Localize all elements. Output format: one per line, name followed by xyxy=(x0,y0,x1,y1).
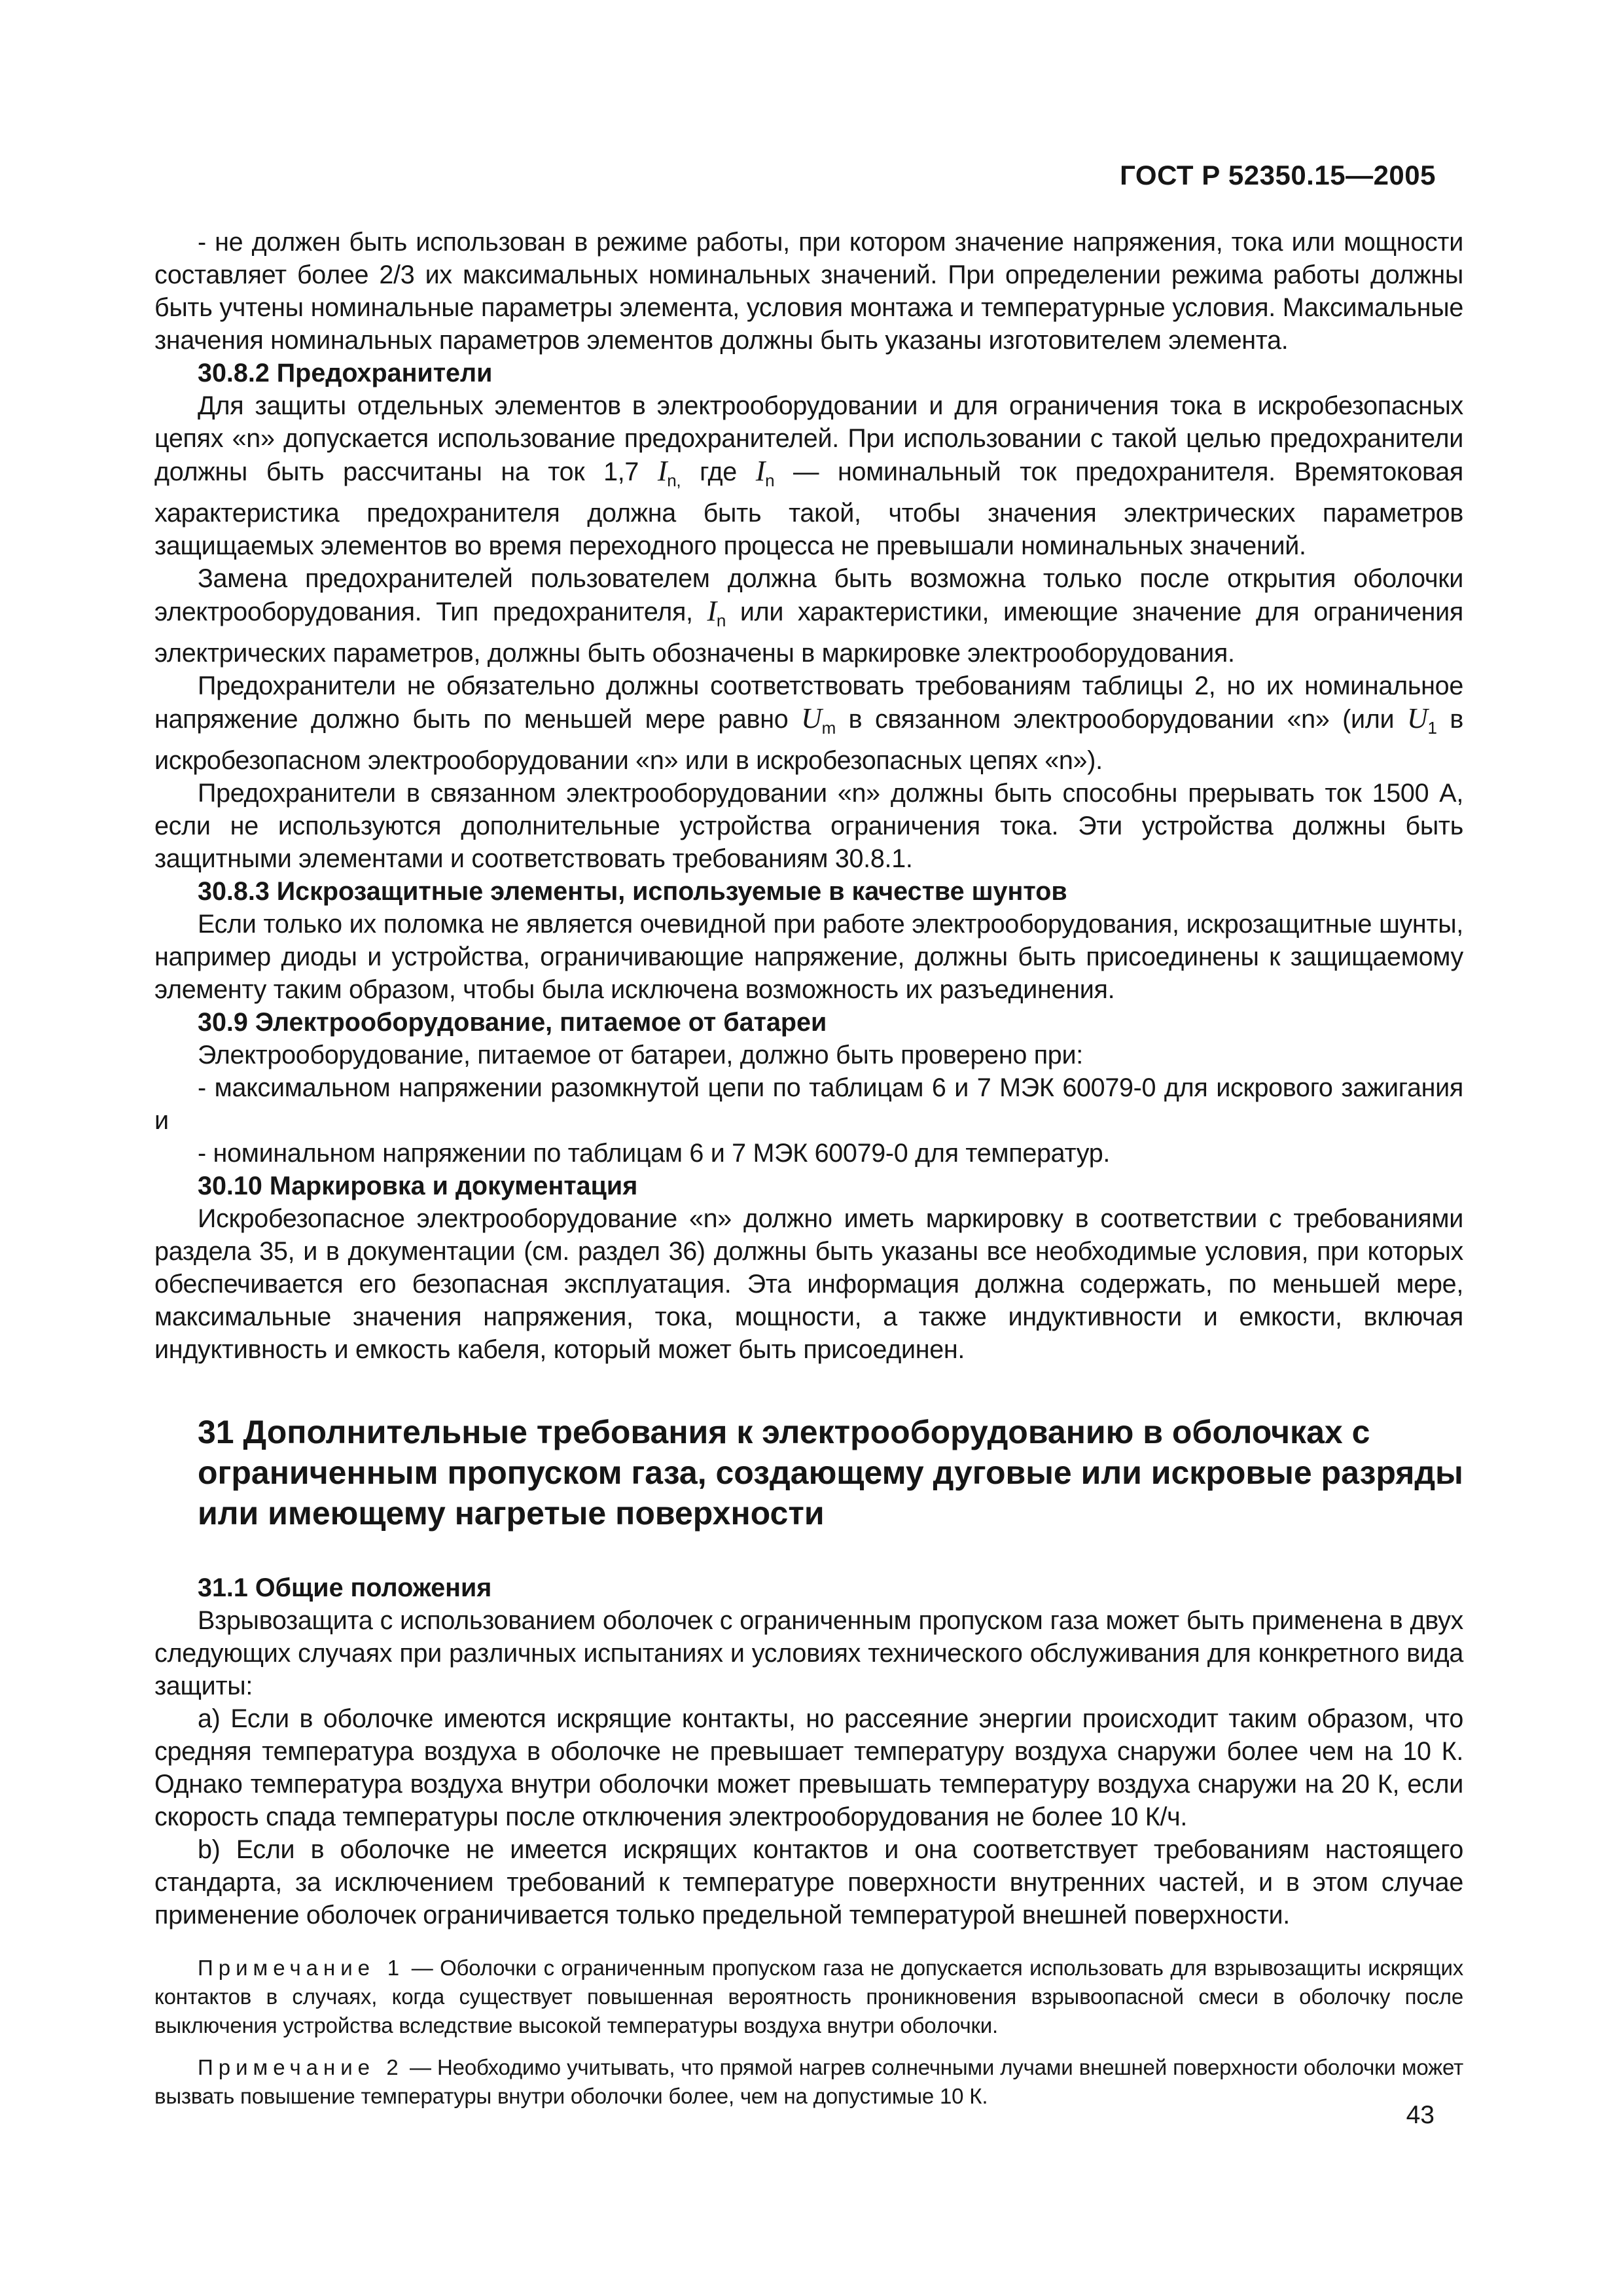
current-symbol: I xyxy=(755,455,766,487)
note-1: Примечание 1 — Оболочки с ограниченным пропуском газа не допускается использовать для взрывозащиты искрящих контактов в случаях, когда существует повышенная вероятность проникновения взрывоопасной смеси в оболочку после выключения устройства вследствие высокой температуры воздуха внутри оболочки. xyxy=(154,1955,1463,2037)
paragraph-fuse-breaking: Предохранители в связанном электрооборудовании «n» должны быть способны прерывать ток 1500 А, если не используются дополнительные устройства ограничения тока. Эти устройства должны быть защитными элементами и соответствовать требованиям 30.8.1. xyxy=(154,778,1463,873)
paragraph-31-1-case-b: b) Если в оболочке не имеется искрящих контактов и она соответствует требованиям настоящего стандарта, за исключением требований к температуре поверхности внутренних частей, и в этом случае применение оболочек ограничивается только предельной температурой внешней поверхности. xyxy=(154,1835,1463,1929)
paragraph-fuse-voltage: Предохранители не обязательно должны соответствовать требованиям таблицы 2, но их номинальное напряжение должно быть по меньшей мере равно $U_m$ в связанном электрооборудовании «n» (или $U_1$ в искробезопасном электрооборудовании «n» или в искробезопасных цепях «n»). xyxy=(154,671,1464,775)
note-2: Примечание 2 — Необходимо учитывать, что прямой нагрев солнечными лучами внешней поверхности оболочки может вызвать повышение температуры внутри оболочки более, чем на допустимые 10 К. xyxy=(154,2054,1463,2108)
heading-30-10: 30.10 Маркировка и документация xyxy=(198,1171,638,1200)
heading-30-9: 30.9 Электрооборудование, питаемое от батареи xyxy=(198,1007,827,1037)
paragraph-fuse-rating: Для защиты отдельных элементов в электрооборудовании и для ограничения тока в искробезопасных цепях «n» допускается использование предохранителей. При использовании с такой целью предохранители должны быть рассчитаны на ток 1,7 $I_{n,}$ где $I_n$ — номинальный ток предохранителя. Времятоковая характеристика предохранителя должна быть такой, чтобы значения электрических параметров защищаемых элементов во время переходного процесса не превышали номинальных значений. xyxy=(154,391,1464,560)
heading-section-31: 31 Дополнительные требования к электрооборудованию в оболочках с ограниченным пропуском газа, создающему дуговые или искровые разряды или имеющему нагретые поверхности xyxy=(198,1413,1463,1532)
paragraph-31-1-case-a: a) Если в оболочке имеются искрящие контакты, но рассеяние энергии происходит таким образом, что средняя температура воздуха в оболочке не превышает температуру воздуха снаружи более чем на 10 К. Однако температура воздуха внутри оболочки может превышать температуру воздуха снаружи на 20 К, если скорость спада температуры после отключения электрооборудования не более 10 К/ч. xyxy=(154,1704,1463,1831)
voltage-symbol: U xyxy=(801,702,822,734)
current-symbol: I xyxy=(707,594,717,627)
heading-30-8-2: 30.8.2 Предохранители xyxy=(198,359,493,387)
paragraph-battery-item-2: - номинальном напряжении по таблицам 6 и 7 МЭК 60079-0 для температур. xyxy=(198,1138,1111,1168)
paragraph-battery-item-1: - максимальном напряжении разомкнутой цепи по таблицам 6 и 7 МЭК 60079-0 для искрового зажигания и xyxy=(154,1073,1463,1135)
paragraph-marking: Искробезопасное электрооборудование «n» должно иметь маркировку в соответствии с требованиями раздела 35, и в документации (см. раздел 36) должны быть указаны все необходимые условия, при которых обеспечивается его безопасная эксплуатация. Эта информация должна содержать, по меньшей мере, максимальные значения напряжения, тока, мощности, а также индуктивности и емкости, включая индуктивность и емкость кабеля, который может быть присоединен. xyxy=(154,1204,1463,1364)
voltage-symbol: U xyxy=(1406,702,1428,734)
heading-30-8-3: 30.8.3 Искрозащитные элементы, используемые в качестве шунтов xyxy=(198,876,1067,906)
current-symbol: I xyxy=(657,455,668,487)
page-body xyxy=(154,226,1463,2111)
paragraph-shunts: Если только их поломка не является очевидной при работе электрооборудования, искрозащитные шунты, например диоды и устройства, ограничивающие напряжение, должны быть присоединены к защищаемому элементу таким образом, чтобы была исключена возможность их разъединения. xyxy=(154,909,1463,1004)
page-number: 43 xyxy=(1406,2101,1435,2129)
paragraph-31-1-intro: Взрывозащита с использованием оболочек с ограниченным пропуском газа может быть применена в двух следующих случаях при различных испытаниях и условиях технического обслуживания для конкретного вида защиты: xyxy=(154,1605,1463,1700)
document-code: ГОСТ Р 52350.15—2005 xyxy=(1120,160,1436,190)
paragraph-battery-intro: Электрооборудование, питаемое от батареи, должно быть проверено при: xyxy=(198,1040,1083,1069)
paragraph-fuse-replacement: Замена предохранителей пользователем должна быть возможна только после открытия оболочки электрооборудования. Тип предохранителя, $I_n$ или характеристики, имеющие значение для ограничения электрических параметров, должны быть обозначены в маркировке электрооборудования. xyxy=(154,564,1463,668)
paragraph-30-8-1-tail: - не должен быть использован в режиме работы, при котором значение напряжения, тока или мощности составляет более 2/3 их максимальных номинальных значений. При определении режима работы должны быть учтены номинальные параметры элемента, условия монтажа и температурные условия. Максимальные значения номинальных параметров элементов должны быть указаны изготовителем элемента. xyxy=(154,228,1463,355)
heading-31-1: 31.1 Общие положения xyxy=(198,1573,492,1602)
